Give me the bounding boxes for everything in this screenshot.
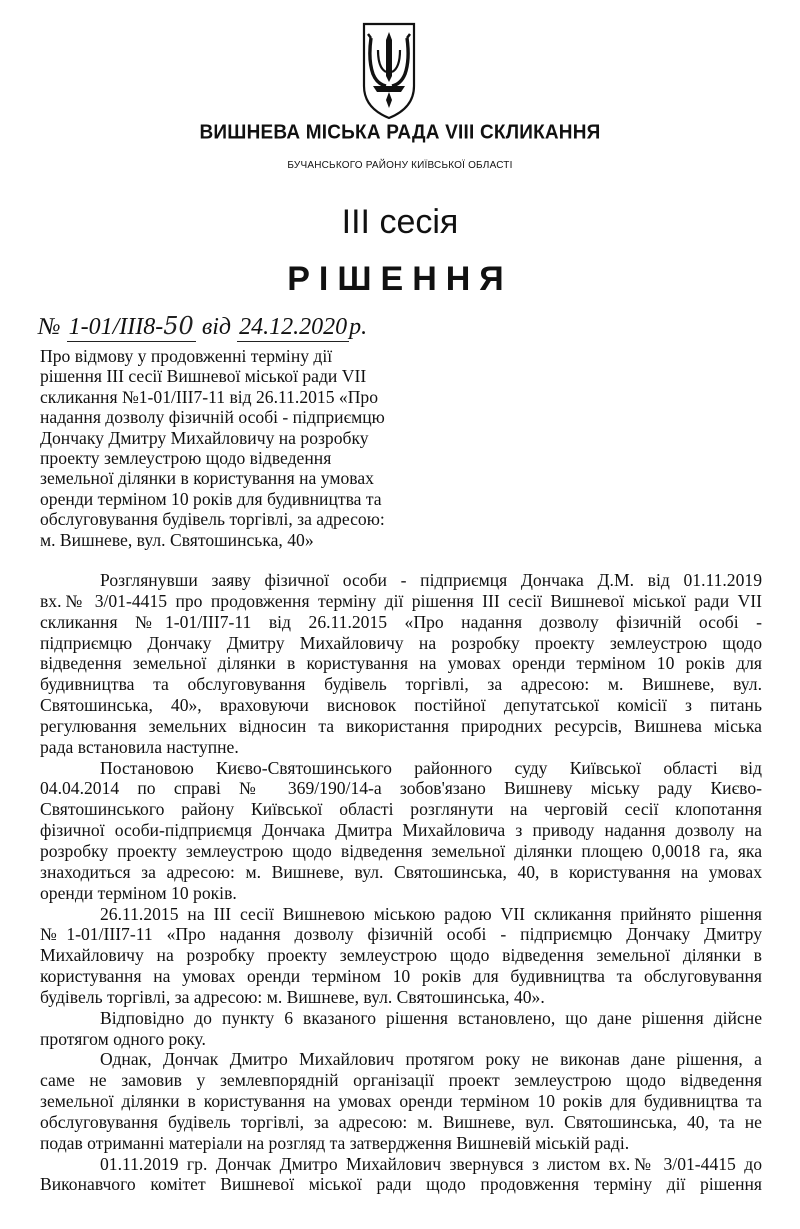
body-line: Святошинська, 40», враховуючи висновок постійної депутатської комісії з питань [40, 695, 762, 716]
body-line: регулювання земельних відносин та використання природних ресурсів, Вишнева міська [40, 715, 762, 736]
body-line: обслуговування будівель торгівлі, за адресою: м. Вишневе, вул. Святошинська, 40, та не [40, 1111, 762, 1132]
body-line: Святошинського району Київської області розглянути на черговій сесії клопотання [40, 799, 762, 820]
body-line: земельної ділянки в користування на умовах оренди терміном 10 років для будивництва та [40, 1091, 762, 1112]
body-line: подав отриманні матеріали на розгляд та затвердження Вишневій міській раді. [40, 1132, 630, 1153]
session-title: ІІІ сесія [341, 203, 459, 241]
subject-line: м. Вишневе, вул. Святошинська, 40» [40, 529, 314, 550]
decision-subject [40, 346, 418, 550]
body-line: користування на умовах оренди терміном 10 років для будивництва та обслуговування [40, 966, 762, 987]
body-line: рада встановила наступне. [40, 736, 239, 757]
body-line: фізичної особи-підприємця Дончака Дмитра Михайловича з приводу надання дозволу на [40, 820, 762, 841]
document-type-title: РІШЕННЯ [287, 260, 513, 298]
body-line: знаходиться за адресою: м. Вишневе, вул. Святошинська, 40, в користування на умовах [40, 861, 762, 882]
decision-number [67, 312, 196, 342]
subject-line: земельної ділянки в користування на умовах [40, 468, 374, 489]
body-line: 04.04.2014 по справі № 369/190/14-а зобов'язано Вишневу міську раду Києво- [40, 778, 762, 799]
body-line: будивництва та обслуговування будівель торгівлі, за адресою: м. Вишневе, вул. [40, 674, 762, 695]
body-line: Відповідно до пункту 6 вказаного рішення встановлено, що дане рішення дійсне [100, 1007, 762, 1028]
body-line: Виконавчого комітет Вишневої міської ради щодо продовження терміну дії рішення [40, 1174, 762, 1195]
body-line: розробку проекту землеустрою щодо відведення земельної ділянки площею 0,0018 га, яка [40, 840, 762, 861]
subject-line: Дончаку Дмитру Михайловичу на розробку [40, 427, 369, 448]
number-sign: № [38, 314, 61, 340]
body-line: оренди терміном 10 років. [40, 882, 237, 903]
body-line: 26.11.2015 на ІІІ сесії Вишневою міською радою VII скликання прийнято рішення [100, 903, 762, 924]
body-line: протягом одного року. [40, 1028, 206, 1049]
decision-number-printed: 1-01/ІІІ8- [68, 314, 164, 340]
subject-line: Про відмову у продовженні терміну дії [40, 346, 333, 366]
body-line: Михайловичу на розробку проекту землеустрою щодо відведення земельної ділянки в [40, 945, 762, 966]
body-line: скликання №1-01/ІІІ7-11 від 26.11.2015 «Про надання дозволу фізичній особі - [40, 611, 762, 632]
decision-body [40, 570, 762, 1195]
body-line: Постановою Києво-Святошинського районного суду Київської області від [100, 757, 762, 778]
body-line: вх.№ 3/01-4415 про продовження терміну дії рішення ІІІ сесії Вишневої міської ради VII [40, 590, 762, 611]
year-suffix: р. [349, 314, 368, 340]
subject-line: обслуговування будівель торгівлі, за адресою: [40, 509, 385, 530]
decision-number-handwritten: 50 [163, 312, 194, 340]
date-word: від [201, 314, 232, 340]
body-line: №1-01/ІІІ7-11 «Про надання дозволу фізичній особі - підприємцю Дончаку Дмитру [40, 924, 762, 945]
body-line: Розглянувши заяву фізичної особи - підприємця Дончака Д.М. від 01.11.2019 [100, 570, 762, 590]
subject-line: рішення ІІІ сесії Вишневої міської ради VII [40, 366, 367, 387]
decision-number-line [38, 312, 367, 342]
body-line: будівель торгівлі, за адресою: м. Вишневе, вул. Святошинська, 40». [40, 986, 545, 1007]
subject-line: проекту землеустрою щодо відведення [40, 448, 332, 469]
district-name: БУЧАНСЬКОГО РАЙОНУ КИЇВСЬКОЇ ОБЛАСТІ [287, 160, 513, 171]
decision-date: 24.12.2020 [239, 314, 348, 340]
body-line: Однак, Дончак Дмитро Михайлович протягом року не виконав дане рішення, а [100, 1049, 762, 1070]
subject-line: оренди терміном 10 років для будивництва та [40, 488, 382, 509]
body-line: відведення земельної ділянки в користування на умовах оренди терміном 10 років для [40, 653, 762, 674]
body-line: підприємцю Дончаку Дмитру Михайловичу на розробку проекту землеустрою щодо [40, 632, 762, 653]
council-name: ВИШНЕВА МІСЬКА РАДА VIII СКЛИКАННЯ [199, 121, 601, 144]
subject-line: надання дозволу фізичній особі - підприємцю [40, 407, 385, 428]
trident-emblem-icon [361, 20, 417, 120]
body-line: 01.11.2019 гр. Дончак Дмитро Михайлович звернувся з листом вх.№ 3/01-4415 до [100, 1153, 762, 1174]
subject-line: скликання №1-01/ІІІ7-11 від 26.11.2015 «Про [40, 386, 379, 407]
body-line: саме не замовив у землевпорядній організації проект землеустрою щодо відведення [40, 1070, 762, 1091]
